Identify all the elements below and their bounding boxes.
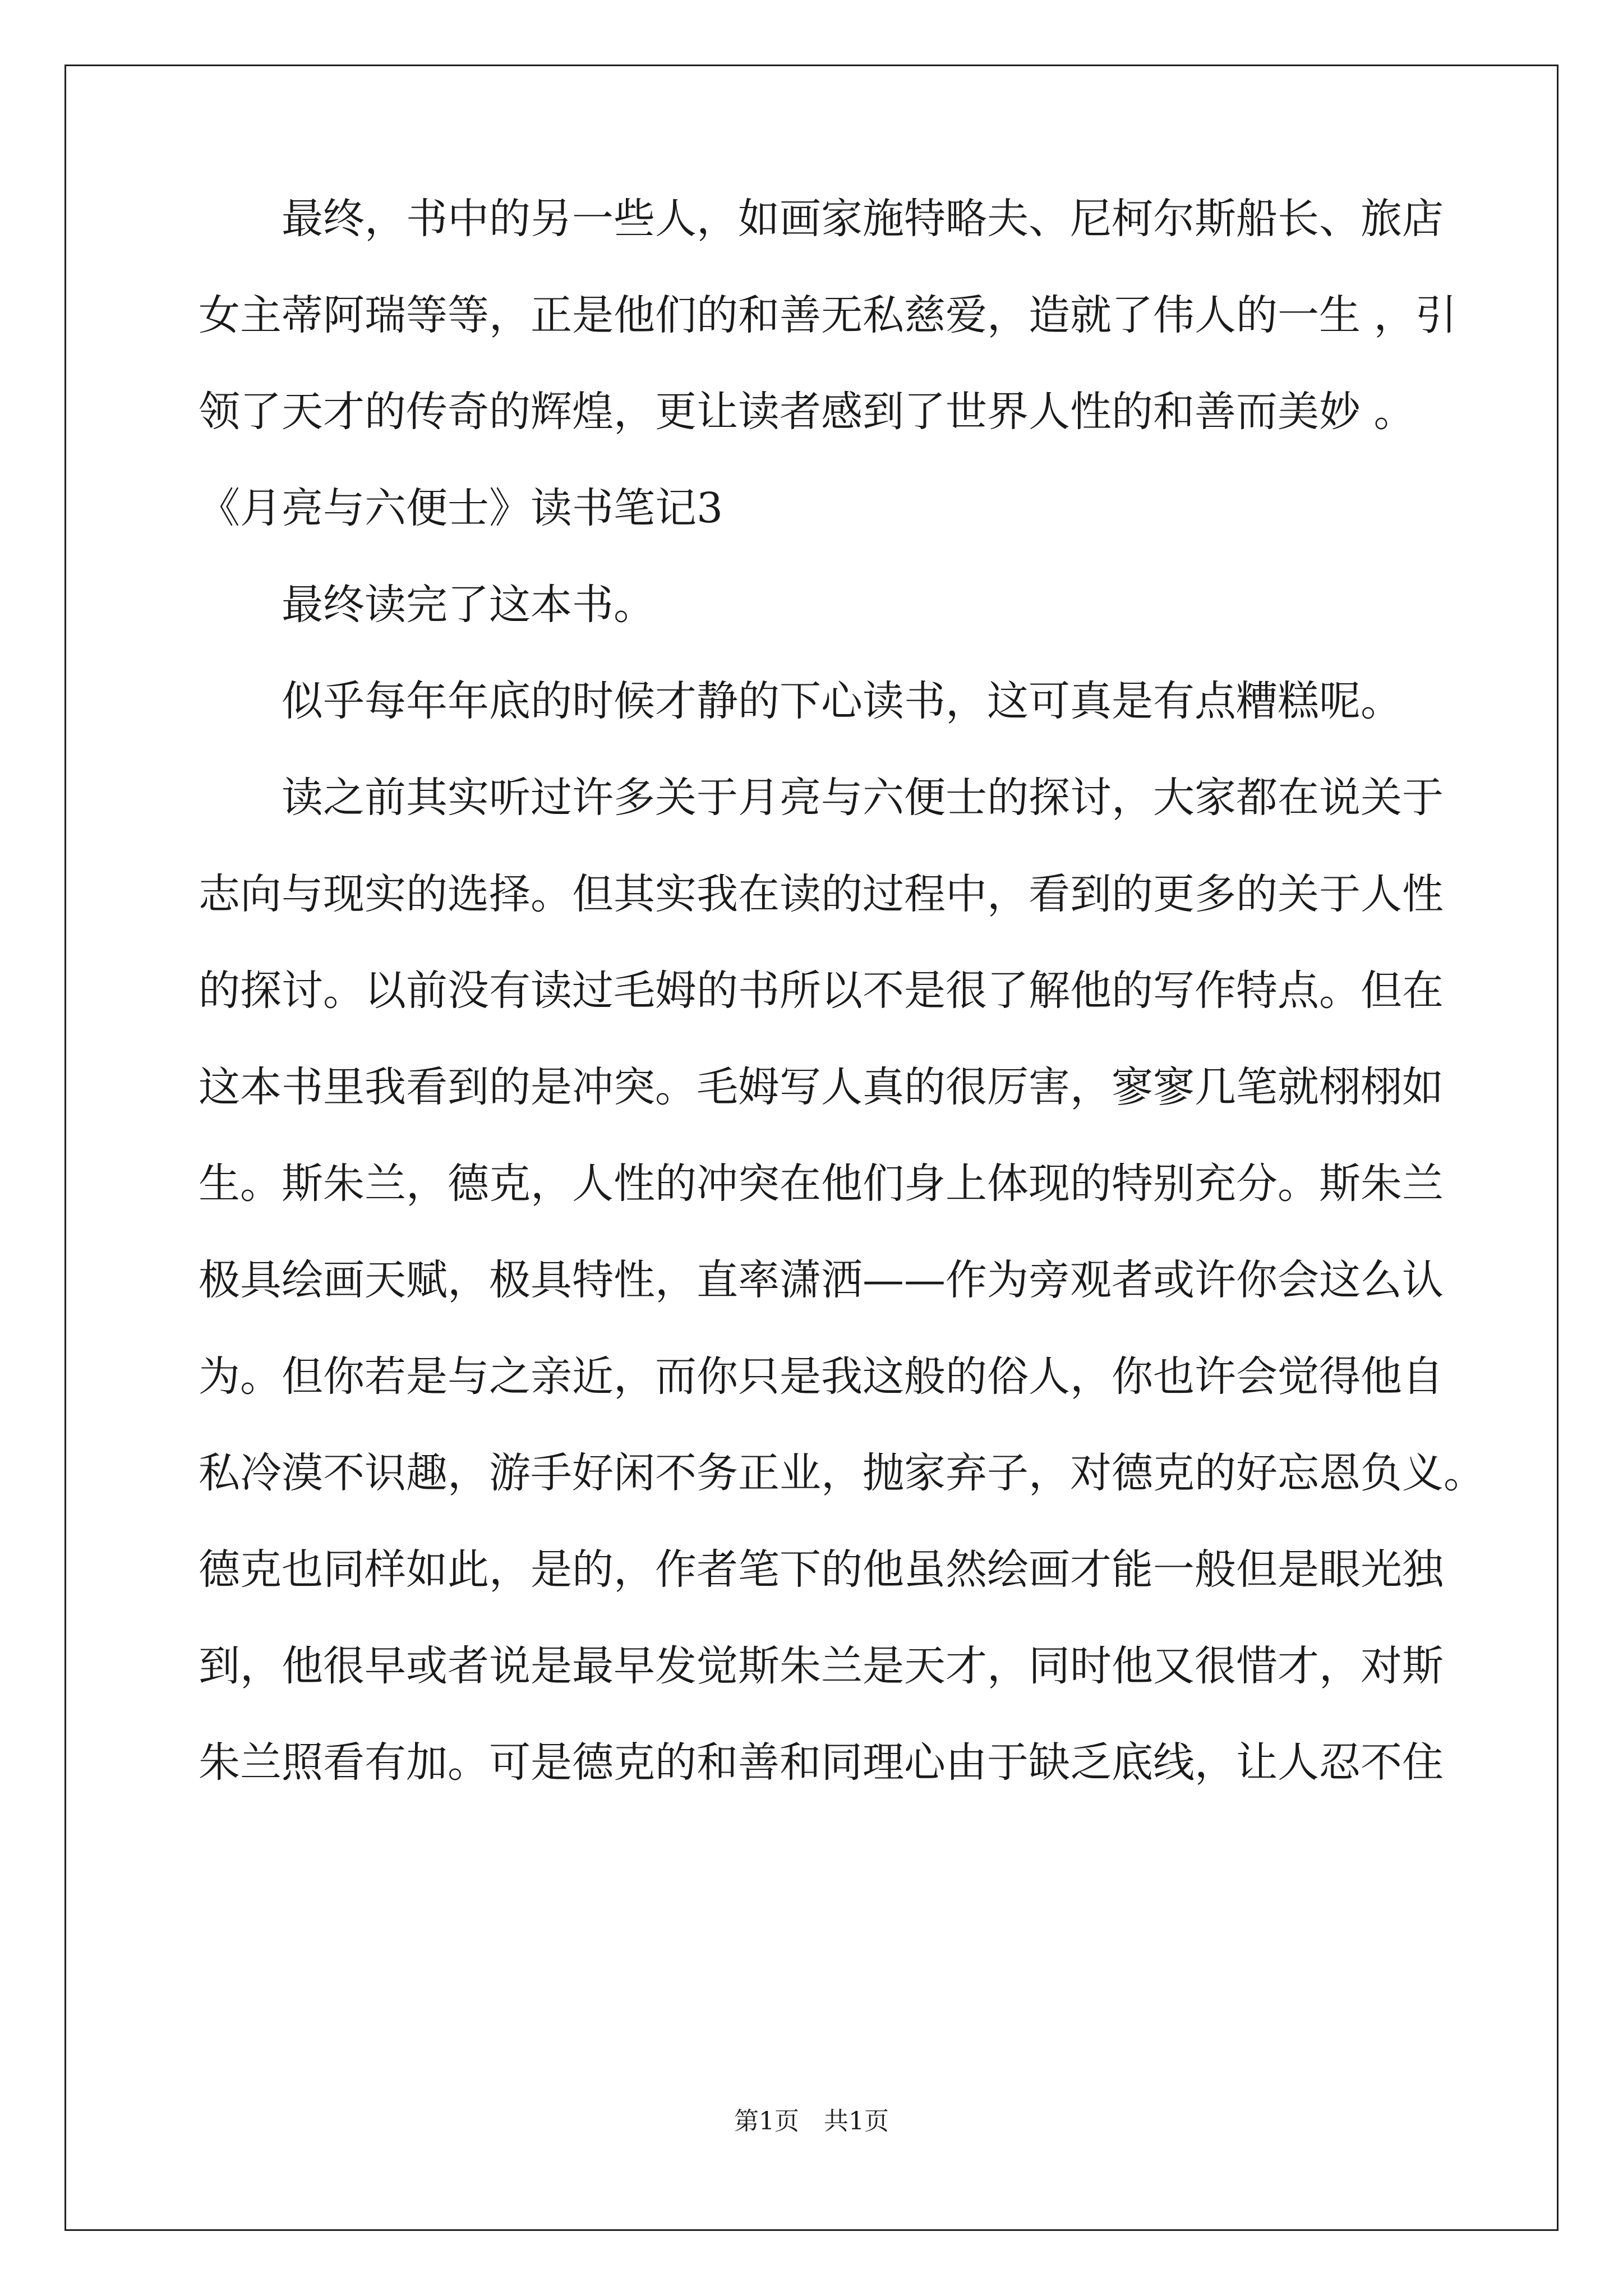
- text-line: 生。斯朱兰，德克，人性的冲突在他们身上体现的特别充分。斯朱兰: [199, 1159, 1444, 1208]
- text-line: 最终，书中的另一些人，如画家施特略夫、尼柯尔斯船长、旅店: [199, 195, 1444, 243]
- text-line: 为。但你若是与之亲近，而你只是我这般的俗人，你也许会觉得他自: [199, 1352, 1444, 1401]
- text-line: 的探讨。以前没有读过毛姆的书所以不是很了解他的写作特点。但在: [199, 967, 1444, 1015]
- text-line: 读之前其实听过许多关于月亮与六便士的探讨，大家都在说关于: [199, 774, 1444, 822]
- text-line: 志向与现实的选择。但其实我在读的过程中，看到的更多的关于人性: [199, 870, 1444, 918]
- text-line: 女主蒂阿瑞等等，正是他们的和善无私慈爱，造就了伟人的一生 ，引: [199, 291, 1457, 339]
- text-line: 似乎每年年底的时候才静的下心读书，这可真是有点糟糕呢。: [199, 677, 1402, 725]
- text-line: 极具绘画天赋，极具特性，直率潇洒——作为旁观者或许你会这么认: [199, 1256, 1444, 1304]
- text-line: 这本书里我看到的是冲突。毛姆写人真的很厉害，寥寥几笔就栩栩如: [199, 1063, 1444, 1111]
- text-line: 朱兰照看有加。可是德克的和善和同理心由于缺乏底线，让人忍不住: [199, 1738, 1444, 1787]
- text-line: 私冷漠不识趣，游手好闲不务正业，抛家弃子，对德克的好忘恩负义。: [199, 1449, 1485, 1497]
- text-line: 最终读完了这本书。: [199, 581, 655, 629]
- text-line: 领了天才的传奇的辉煌，更让读者感到了世界人性的和善而美妙 。: [199, 388, 1415, 436]
- text-line: 到，他很早或者说是最早发觉斯朱兰是天才，同时他又很惜才，对斯: [199, 1642, 1444, 1690]
- section-heading: 《月亮与六便士》读书笔记3: [199, 484, 723, 532]
- text-line: 德克也同样如此，是的，作者笔下的他虽然绘画才能一般但是眼光独: [199, 1545, 1444, 1594]
- page-footer: 第1页 共1页: [734, 2107, 889, 2136]
